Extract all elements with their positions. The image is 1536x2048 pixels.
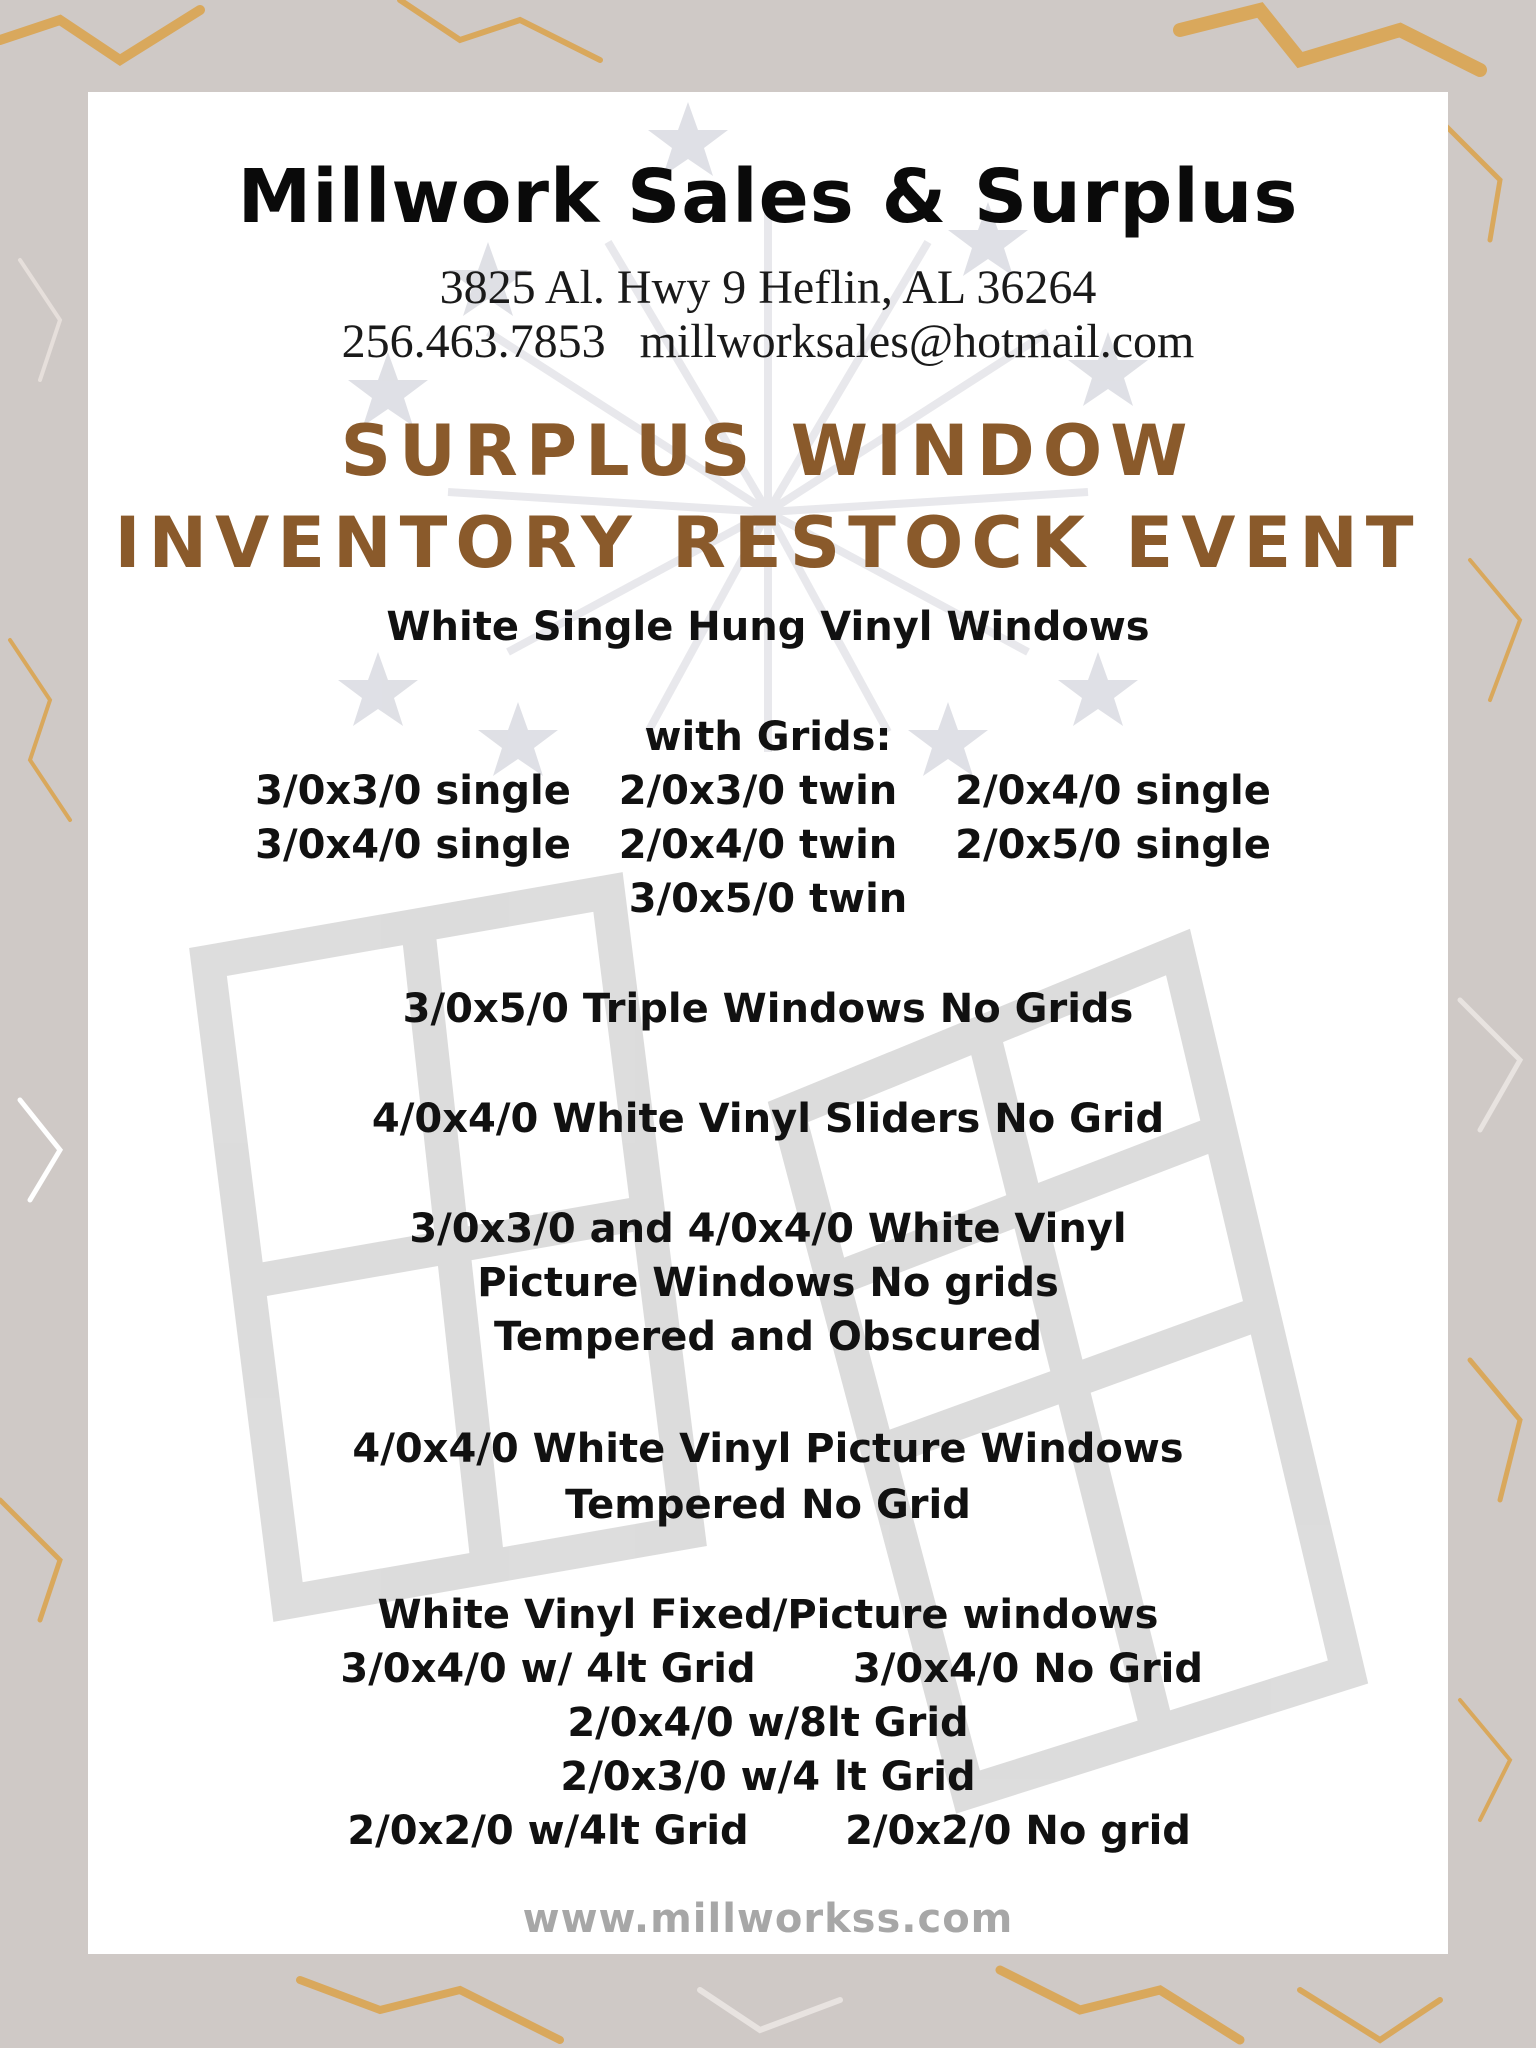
section-picture-tempered-line-1: 4/0x4/0 White Vinyl Picture Windows [352, 1426, 1184, 1472]
list-item: 2/0x4/0 single [955, 768, 1271, 814]
section-single-hung-title: White Single Hung Vinyl Windows [386, 604, 1150, 650]
list-item: 2/0x3/0 twin [618, 768, 898, 814]
company-name: Millwork Sales & Surplus [237, 154, 1299, 240]
email-address: millworksales@hotmail.com [639, 315, 1195, 368]
grids-row-1 [88, 768, 1448, 814]
fixed-row-3: 2/0x3/0 w/4 lt Grid [560, 1754, 976, 1800]
grids-row-3: 3/0x5/0 twin [628, 876, 908, 922]
list-item: 2/0x2/0 No grid [845, 1808, 1191, 1854]
grids-label: with Grids: [644, 714, 892, 760]
grids-row-2 [88, 822, 1448, 868]
section-sliders: 4/0x4/0 White Vinyl Sliders No Grid [371, 1096, 1165, 1142]
street-address: 3825 Al. Hwy 9 Heflin, AL 36264 [439, 261, 1097, 314]
fixed-row-1 [88, 1646, 1448, 1692]
headline-line-2: INVENTORY RESTOCK EVENT [114, 502, 1422, 584]
website-url: www.millworkss.com [522, 1896, 1014, 1942]
list-item: 2/0x2/0 w/4lt Grid [347, 1808, 749, 1854]
fixed-row-2: 2/0x4/0 w/8lt Grid [567, 1700, 969, 1746]
section-fixed-title: White Vinyl Fixed/Picture windows [377, 1592, 1159, 1638]
phone-number: 256.463.7853 [341, 315, 606, 368]
list-item: 3/0x4/0 single [255, 822, 571, 868]
contact-line [88, 314, 1448, 369]
list-item: 3/0x4/0 w/ 4lt Grid [340, 1646, 756, 1692]
section-picture-tempered-line-2: Tempered No Grid [565, 1482, 971, 1528]
list-item: 3/0x3/0 single [255, 768, 571, 814]
fixed-row-4 [88, 1808, 1448, 1854]
list-item: 2/0x5/0 single [955, 822, 1271, 868]
list-item: 2/0x4/0 twin [618, 822, 898, 868]
flyer-card [88, 92, 1448, 1954]
list-item: 3/0x4/0 No Grid [852, 1646, 1204, 1692]
section-picture-line-2: Picture Windows No grids [477, 1260, 1059, 1306]
section-picture-line-3: Tempered and Obscured [493, 1314, 1043, 1360]
headline-line-1: SURPLUS WINDOW [340, 410, 1196, 492]
section-picture-line-1: 3/0x3/0 and 4/0x4/0 White Vinyl [409, 1206, 1127, 1252]
section-triple-windows: 3/0x5/0 Triple Windows No Grids [402, 986, 1134, 1032]
